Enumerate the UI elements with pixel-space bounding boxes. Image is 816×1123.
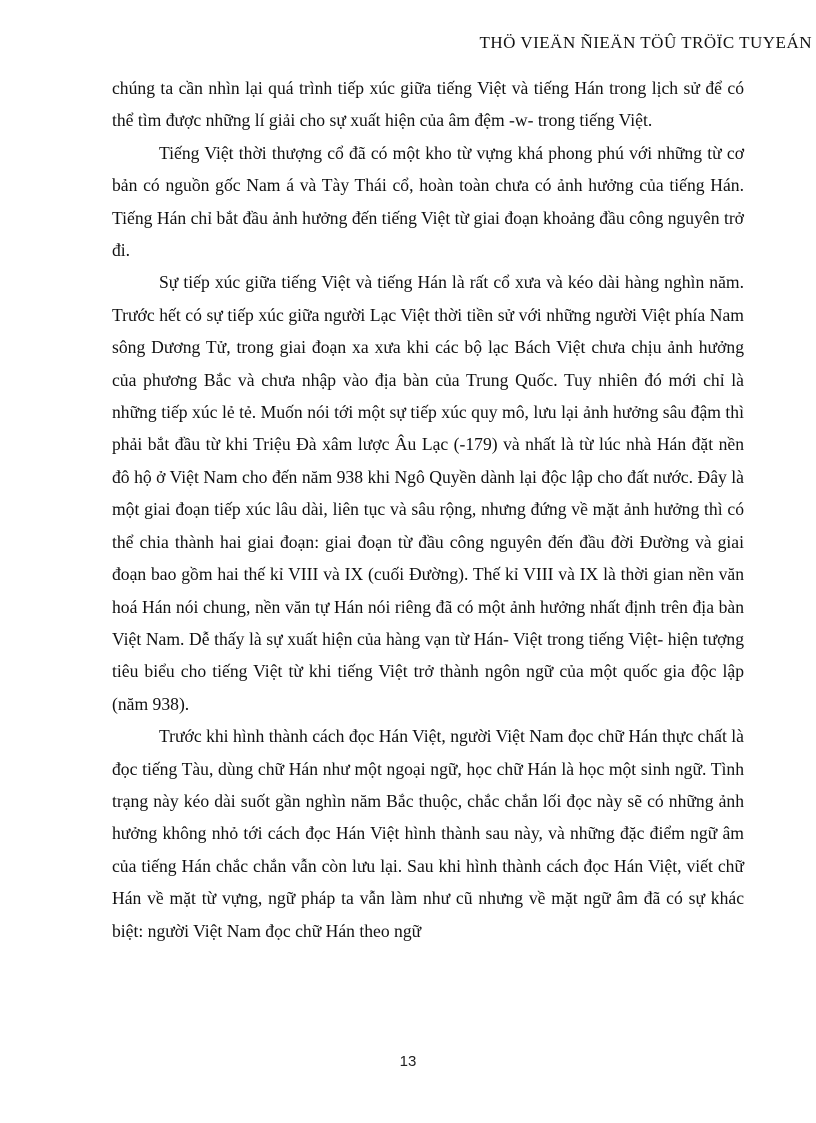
page-number: 13 bbox=[399, 1053, 417, 1070]
paragraph-continued: chúng ta cần nhìn lại quá trình tiếp xúc giữa tiếng Việt và tiếng Hán trong lịch sử để có thể tìm được những lí giải cho sự xuất hiện của âm đệm -w- trong tiếng Việt. bbox=[112, 78, 744, 131]
page-header-title: THÖ VIEÄN ÑIEÄN TÖÛ TRÖÏC TUYEÁN bbox=[479, 33, 812, 52]
paragraph: Tiếng Việt thời thượng cổ đã có một kho từ vựng khá phong phú với những từ cơ bản có nguồn gốc Nam á và Tày Thái cổ, hoàn toàn chưa có ảnh hưởng của tiếng Hán. Tiếng Hán chỉ bắt đầu ảnh hưởng đến tiếng Việt từ giai đoạn khoảng đầu công nguyên trở đi. bbox=[112, 142, 744, 261]
document-body bbox=[112, 72, 744, 947]
paragraph: Trước khi hình thành cách đọc Hán Việt, người Việt Nam đọc chữ Hán thực chất là đọc tiếng Tàu, dùng chữ Hán như một ngoại ngữ, học chữ Hán là học một sinh ngữ. Tình trạng này kéo dài suốt gần nghìn năm Bắc thuộc, chắc chắn lối đọc này sẽ có những ảnh hưởng không nhỏ tới cách đọc Hán Việt hình thành sau này, và những đặc điểm ngữ âm của tiếng Hán chắc chắn vẫn còn lưu lại. Sau khi hình thành cách đọc Hán Việt, viết chữ Hán về mặt từ vựng, ngữ pháp ta vẫn làm như cũ nhưng về mặt ngữ âm đã có sự khác biệt: người Việt Nam đọc chữ Hán theo ngữ bbox=[112, 726, 744, 941]
paragraph: Sự tiếp xúc giữa tiếng Việt và tiếng Hán là rất cổ xưa và kéo dài hàng nghìn năm. Trước hết có sự tiếp xúc giữa người Lạc Việt thời tiền sử với những người Việt phía Nam sông Dương Tử, trong giai đoạn xa xưa khi các bộ lạc Bách Việt chưa chịu ảnh hưởng của phương Bắc và chưa nhập vào địa bàn của Trung Quốc. Tuy nhiên đó mới chỉ là những tiếp xúc lẻ tẻ. Muốn nói tới một sự tiếp xúc quy mô, lưu lại ảnh hưởng sâu đậm thì phải bắt đầu từ khi Triệu Đà xâm lược Âu Lạc (-179) và nhất là từ lúc nhà Hán đặt nền đô hộ ở Việt Nam cho đến năm 938 khi Ngô Quyền dành lại độc lập cho đất nước. Đây là một giai đoạn tiếp xúc lâu dài, liên tục và sâu rộng, nhưng đứng về mặt ảnh hưởng thì có thể chia thành hai giai đoạn: giai đoạn từ đầu công nguyên đến đầu đời Đường và giai đoạn bao gồm hai thế kỉ VIII và IX (cuối Đường). Thế kỉ VIII và IX là thời gian nền văn hoá Hán nói chung, nền văn tự Hán nói riêng đã có một ảnh hưởng nhất định trên địa bàn Việt Nam. Dễ thấy là sự xuất hiện của hàng vạn từ Hán- Việt trong tiếng Việt- hiện tượng tiêu biểu cho tiếng Việt từ khi tiếng Việt trở thành ngôn ngữ của một quốc gia độc lập (năm 938). bbox=[112, 272, 744, 714]
